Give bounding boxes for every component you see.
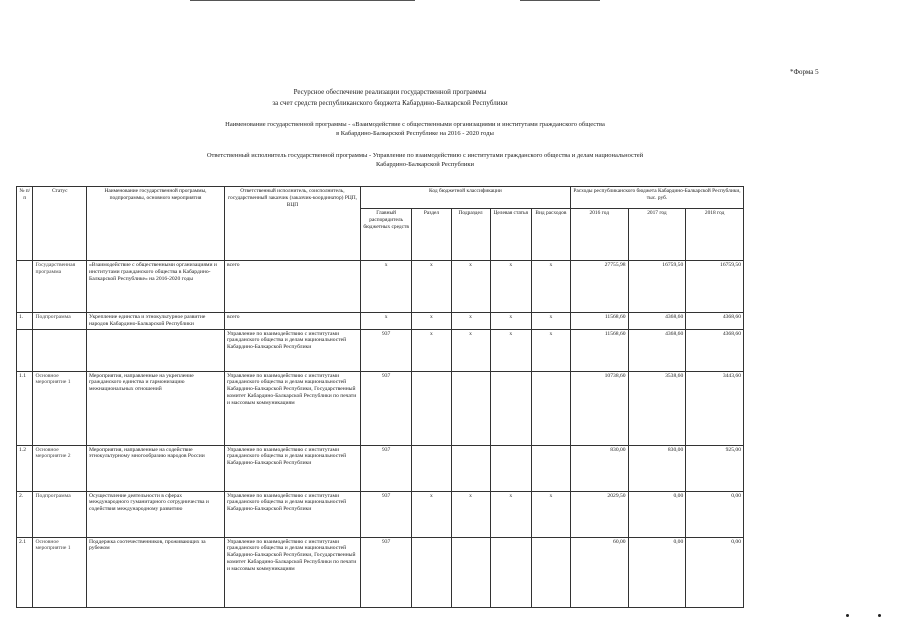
cell-status <box>33 329 87 371</box>
header-expenses-group: Расходы республиканского бюджета Кабардино-Балкарской Республики, тыс. руб. <box>570 187 743 209</box>
cell-name: Мероприятия, направленные на укрепление гражданского единства и гармонизацию межнациональных отношений <box>87 371 225 445</box>
cell-name: Осуществление деятельности в сферах международного гуманитарного сотрудничества и содействия международному развитию <box>87 491 225 537</box>
cell-podrazdel: x <box>451 313 490 330</box>
cell-y2016: 11568,60 <box>570 329 628 371</box>
table-row <box>17 491 744 537</box>
document-subtitle: за счет средств республиканского бюджета Кабардино-Балкарской Республики <box>272 99 508 107</box>
cell-y2016: 27755,98 <box>570 261 628 313</box>
cell-vid <box>531 371 570 445</box>
cell-podrazdel <box>451 537 490 607</box>
cell-executor: Управление по взаимодействию с институтами гражданского общества и делам национальностей Кабардино-Балкарской Республики <box>224 329 360 371</box>
cell-num: 1.2 <box>17 445 33 491</box>
cell-num: 2. <box>17 491 33 537</box>
cell-y2017: 0,00 <box>628 537 686 607</box>
header-status: Статус <box>33 187 87 261</box>
header-podrazdel: Подраздел <box>451 209 490 261</box>
cell-executor: всего <box>224 313 360 330</box>
cell-vid: x <box>531 491 570 537</box>
cell-num: 1.1 <box>17 371 33 445</box>
table-row <box>17 313 744 330</box>
header-name: Наименование государственной программы, подпрограммы, основного мероприятия <box>87 187 225 261</box>
cell-status: Основное мероприятие 1 <box>33 537 87 607</box>
cell-y2018: 3443,60 <box>686 371 744 445</box>
cell-y2016: 10738,60 <box>570 371 628 445</box>
cell-num: 1. <box>17 313 33 330</box>
cell-y2018: 4368,60 <box>686 329 744 371</box>
header-num: № п/п <box>17 187 33 261</box>
table-row <box>17 537 744 607</box>
cell-y2017: 4368,60 <box>628 329 686 371</box>
cell-razdel <box>412 445 451 491</box>
program-name-line: Наименование государственной программы - «Взаимодействие с общественными организациями и институтами гражданского общества <box>225 121 605 128</box>
cell-grbs: 937 <box>360 537 411 607</box>
header-grbs: Главный распорядитель бюджетных средств <box>360 209 411 261</box>
table-header-row <box>17 187 744 209</box>
cell-y2017: 3538,60 <box>628 371 686 445</box>
cell-stat <box>490 371 531 445</box>
cell-y2017: 4368,60 <box>628 313 686 330</box>
cell-grbs: 937 <box>360 371 411 445</box>
scan-speck <box>846 614 849 617</box>
table-body <box>17 261 744 608</box>
cell-status: Подпрограмма <box>33 313 87 330</box>
responsible-line: Ответственный исполнитель государственной программы - Управление по взаимодействию с институтами гражданского общества и делам национальностей <box>206 152 644 159</box>
scan-top-line <box>190 0 415 1</box>
scan-top-line <box>520 0 600 1</box>
cell-razdel: x <box>412 313 451 330</box>
header-razdel: Раздел <box>412 209 451 261</box>
program-name <box>100 120 730 138</box>
cell-y2017: 0,00 <box>628 491 686 537</box>
cell-vid: x <box>531 313 570 330</box>
cell-name: Укрепление единства и этнокультурное развитие народов Кабардино-Балкарской Республики <box>87 313 225 330</box>
cell-grbs: x <box>360 261 411 313</box>
cell-executor: Управление по взаимодействию с институтами гражданского общества и делам национальностей Кабардино-Балкарской Республики, Государственный комитет Кабардино-Балкарской Республики по печати и массовым коммуникациям <box>224 371 360 445</box>
header-vid: Вид расходов <box>531 209 570 261</box>
cell-y2018: 0,00 <box>686 491 744 537</box>
document-title: Ресурсное обеспечение реализации государственной программы <box>293 88 487 96</box>
responsible-executor <box>100 151 750 169</box>
header-2018: 2018 год <box>686 209 744 261</box>
cell-razdel <box>412 537 451 607</box>
cell-name: Поддержка соотечественников, проживающих за рубежом <box>87 537 225 607</box>
cell-name <box>87 329 225 371</box>
cell-razdel: x <box>412 261 451 313</box>
header-stat: Целевая статья <box>490 209 531 261</box>
cell-razdel <box>412 371 451 445</box>
cell-podrazdel: x <box>451 491 490 537</box>
cell-num: 2.1 <box>17 537 33 607</box>
cell-y2016: 2029,50 <box>570 491 628 537</box>
cell-razdel: x <box>412 491 451 537</box>
responsible-line: Кабардино-Балкарской Республики <box>376 161 474 168</box>
cell-podrazdel <box>451 371 490 445</box>
program-name-line: в Кабардино-Балкарской Республике на 2016 - 2020 годы <box>336 130 494 137</box>
cell-y2018: 0,00 <box>686 537 744 607</box>
cell-grbs: 937 <box>360 491 411 537</box>
header-2016: 2016 год <box>570 209 628 261</box>
cell-num <box>17 261 33 313</box>
cell-stat: x <box>490 329 531 371</box>
cell-podrazdel <box>451 445 490 491</box>
cell-podrazdel: x <box>451 261 490 313</box>
cell-status: Подпрограмма <box>33 491 87 537</box>
cell-stat <box>490 445 531 491</box>
cell-stat: x <box>490 313 531 330</box>
cell-grbs: 937 <box>360 329 411 371</box>
cell-y2018: 4368,60 <box>686 313 744 330</box>
cell-status: Основное мероприятие 2 <box>33 445 87 491</box>
cell-podrazdel: x <box>451 329 490 371</box>
cell-executor: Управление по взаимодействию с институтами гражданского общества и делам национальностей Кабардино-Балкарской Республики <box>224 445 360 491</box>
table-row <box>17 371 744 445</box>
cell-vid <box>531 445 570 491</box>
header-executor: Ответственный исполнитель, соисполнитель, государственный заказчик (заказчик-координатор) РЦП, ВЦП <box>224 187 360 261</box>
cell-y2017: 16759,50 <box>628 261 686 313</box>
cell-executor: Управление по взаимодействию с институтами гражданского общества и делам национальностей Кабардино-Балкарской Республики, Государственный комитет Кабардино-Балкарской Республики по печати и массовым коммуникациям <box>224 537 360 607</box>
cell-vid <box>531 537 570 607</box>
cell-vid: x <box>531 329 570 371</box>
cell-executor: Управление по взаимодействию с институтами гражданского общества и делам национальностей Кабардино-Балкарской Республики <box>224 491 360 537</box>
cell-name: Мероприятия, направленные на содействие этнокультурному многообразию народов России <box>87 445 225 491</box>
cell-stat: x <box>490 491 531 537</box>
cell-executor: всего <box>224 261 360 313</box>
resource-table <box>16 186 744 608</box>
cell-razdel: x <box>412 329 451 371</box>
table-row <box>17 445 744 491</box>
table-row <box>17 329 744 371</box>
scan-speck <box>878 614 881 617</box>
header-codes-group: Код бюджетной классификации <box>360 187 570 209</box>
cell-y2016: 11568,60 <box>570 313 628 330</box>
cell-y2017: 830,00 <box>628 445 686 491</box>
cell-y2016: 830,00 <box>570 445 628 491</box>
cell-y2018: 16759,50 <box>686 261 744 313</box>
cell-y2018: 925,00 <box>686 445 744 491</box>
cell-vid: x <box>531 261 570 313</box>
cell-stat: x <box>490 261 531 313</box>
cell-name: «Взаимодействие с общественными организациями и институтами гражданского общества в Кабардино-Балкарской Республике» на 2016-2020 годы <box>87 261 225 313</box>
header-2017: 2017 год <box>628 209 686 261</box>
cell-stat <box>490 537 531 607</box>
cell-grbs: 937 <box>360 445 411 491</box>
form-label: *Форма 5 <box>790 68 819 76</box>
cell-y2016: 60,00 <box>570 537 628 607</box>
cell-grbs: x <box>360 313 411 330</box>
cell-status: Государственная программа <box>33 261 87 313</box>
cell-status: Основное мероприятие 1 <box>33 371 87 445</box>
cell-num <box>17 329 33 371</box>
table-row <box>17 261 744 313</box>
